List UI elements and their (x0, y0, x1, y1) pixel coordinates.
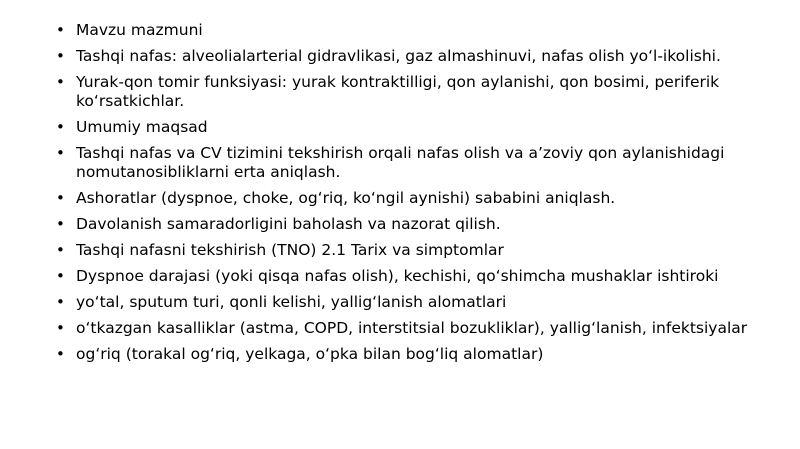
list-item (56, 144, 772, 182)
list-item (56, 267, 772, 286)
list-item (56, 241, 772, 260)
bullet-dot: • (56, 319, 65, 337)
list-item (56, 215, 772, 234)
list-item (56, 21, 772, 40)
bullet-dot: • (56, 215, 65, 233)
bullet-list (56, 21, 772, 371)
list-item (56, 345, 772, 364)
list-item-text: Tashqi nafasni tekshirish (TNO) 2.1 Tarix va simptomlar (76, 241, 504, 259)
list-item-text: Dyspnoe darajasi (yoki qisqa nafas olish), kechishi, qoʻshimcha mushaklar ishtiroki (76, 267, 719, 285)
bullet-dot: • (56, 293, 65, 311)
list-item (56, 189, 772, 208)
list-item (56, 118, 772, 137)
list-item-text: oʻtkazgan kasalliklar (astma, COPD, interstitsial bozukliklar), yalligʻlanish, infektsiyalar (76, 319, 748, 337)
bullet-dot: • (56, 267, 65, 285)
list-item-text: Tashqi nafas: alveolialarterial gidravlikasi, gaz almashinuvi, nafas olish yoʻl-ikolishi. (76, 47, 721, 65)
list-item-text: Tashqi nafas va CV tizimini tekshirish orqali nafas olish va aʼzoviy qon aylanishidagi nomutanosibliklarni erta aniqlash. (76, 144, 725, 181)
bullet-dot: • (56, 73, 65, 91)
list-item (56, 47, 772, 66)
bullet-dot: • (56, 118, 65, 136)
list-item-text: Umumiy maqsad (76, 118, 208, 136)
list-item (56, 73, 772, 111)
list-item-text: Davolanish samaradorligini baholash va nazorat qilish. (76, 215, 501, 233)
bullet-dot: • (56, 241, 65, 259)
list-item-text: Mavzu mazmuni (76, 21, 203, 39)
list-item (56, 293, 772, 312)
bullet-dot: • (56, 144, 65, 162)
bullet-dot: • (56, 345, 65, 363)
list-item-text: ogʻriq (torakal ogʻriq, yelkaga, oʻpka bilan bogʻliq alomatlar) (76, 345, 544, 363)
bullet-dot: • (56, 47, 65, 65)
list-item-text: Ashoratlar (dyspnoe, choke, ogʻriq, koʻngil aynishi) sababini aniqlash. (76, 189, 616, 207)
bullet-dot: • (56, 21, 65, 39)
list-item-text: Yurak-qon tomir funksiyasi: yurak kontraktilligi, qon aylanishi, qon bosimi, periferik koʻrsatkichlar. (76, 73, 720, 110)
bullet-dot: • (56, 189, 65, 207)
list-item-text: yoʻtal, sputum turi, qonli kelishi, yalligʻlanish alomatlari (76, 293, 507, 311)
list-item (56, 319, 772, 338)
